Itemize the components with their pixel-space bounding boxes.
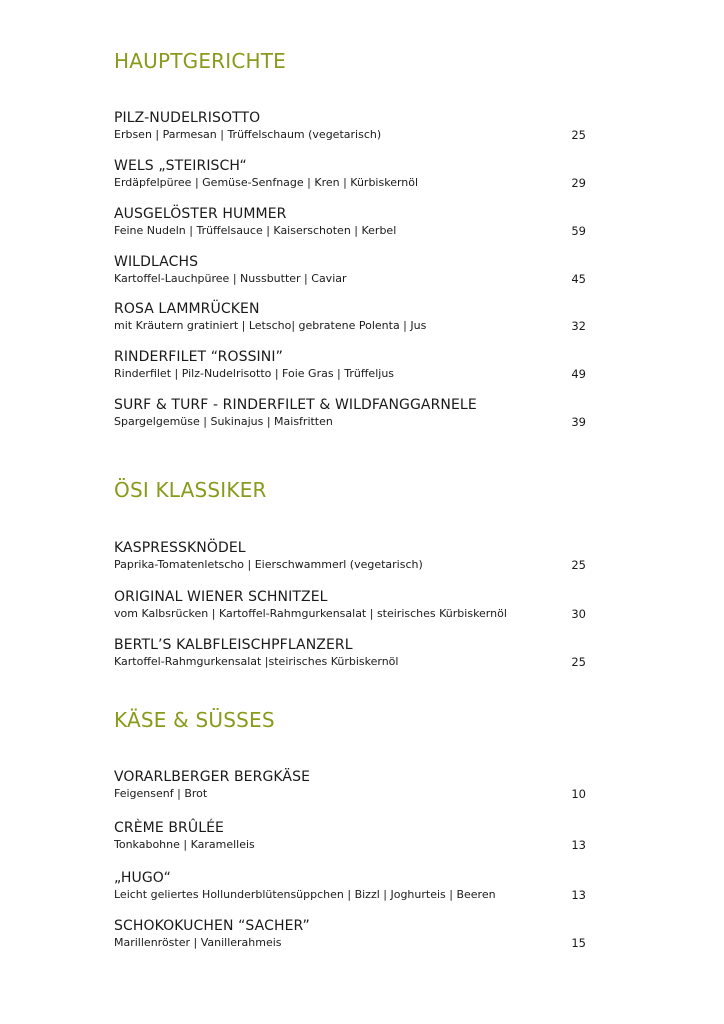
menu-item-description: Erdäpfelpüree | Gemüse-Senfnage | Kren | Kürbiskernöl: [114, 176, 419, 189]
menu-item-description: Spargelgemüse | Sukinajus | Maisfritten: [114, 415, 333, 428]
menu-item-name: SURF & TURF - RINDERFILET & WILDFANGGARNELE: [114, 397, 477, 413]
menu-item-price: 15: [571, 936, 586, 950]
menu-item-price: 39: [571, 415, 586, 429]
menu-item-description: Kartoffel-Lauchpüree | Nussbutter | Caviar: [114, 272, 347, 285]
menu-item-name: CRÈME BRÛLÉE: [114, 820, 224, 836]
menu-item: [114, 540, 586, 580]
menu-item-description: Kartoffel-Rahmgurkensalat |steirisches Kürbiskernöl: [114, 655, 399, 668]
menu-item-name: ORIGINAL WIENER SCHNITZEL: [114, 589, 328, 605]
menu-item-price: 32: [571, 319, 586, 333]
menu-item-price: 45: [571, 272, 586, 286]
menu-item-description: mit Kräutern gratiniert | Letscho| gebratene Polenta | Jus: [114, 319, 427, 332]
section-title-kaese-suesses: KÄSE & SÜSSES: [114, 708, 275, 732]
menu-item-description: Leicht geliertes Hollunderblütensüppchen | Bizzl | Joghurteis | Beeren: [114, 888, 496, 901]
menu-item: [114, 301, 586, 341]
menu-item-name: WILDLACHS: [114, 254, 199, 270]
menu-item: [114, 397, 586, 437]
menu-item: [114, 589, 586, 629]
menu-item-price: 25: [571, 128, 586, 142]
menu-item: [114, 637, 586, 677]
menu-item-name: BERTL’S KALBFLEISCHPFLANZERL: [114, 637, 353, 653]
section-title-hauptgerichte: HAUPTGERICHTE: [114, 49, 287, 73]
menu-item: [114, 206, 586, 246]
menu-item-description: Erbsen | Parmesan | Trüffelschaum (vegetarisch): [114, 128, 382, 141]
menu-item-name: „HUGO“: [114, 870, 171, 886]
menu-item-price: 59: [571, 224, 586, 238]
menu-item-description: Feigensenf | Brot: [114, 787, 208, 800]
menu-item-description: Marillenröster | Vanillerahmeis: [114, 936, 282, 949]
menu-item: [114, 918, 586, 958]
menu-item-price: 13: [571, 838, 586, 852]
menu-item: [114, 254, 586, 294]
menu-item: [114, 769, 586, 809]
menu-item-price: 13: [571, 888, 586, 902]
menu-item: [114, 158, 586, 198]
menu-item-name: VORARLBERGER BERGKÄSE: [114, 769, 311, 785]
menu-item-name: RINDERFILET “ROSSINI”: [114, 349, 283, 365]
menu-item-price: 29: [571, 176, 586, 190]
menu-item-description: Paprika-Tomatenletscho | Eierschwammerl (vegetarisch): [114, 558, 423, 571]
menu-item-price: 30: [571, 607, 586, 621]
menu-item: [114, 349, 586, 389]
menu-item-name: PILZ-NUDELRISOTTO: [114, 110, 261, 126]
menu-item-name: ROSA LAMMRÜCKEN: [114, 301, 260, 317]
menu-item-description: Tonkabohne | Karamelleis: [114, 838, 255, 851]
menu-item: [114, 110, 586, 150]
menu-item-price: 49: [571, 367, 586, 381]
menu-item-description: vom Kalbsrücken | Kartoffel-Rahmgurkensalat | steirisches Kürbiskernöl: [114, 607, 507, 620]
section-title-osi-klassiker: ÖSI KLASSIKER: [114, 478, 267, 502]
menu-item-name: KASPRESSKNÖDEL: [114, 540, 246, 556]
menu-item-name: SCHOKOKUCHEN “SACHER”: [114, 918, 310, 934]
menu-item-name: WELS „STEIRISCH“: [114, 158, 247, 174]
menu-page: [114, 0, 586, 1024]
menu-item-description: Feine Nudeln | Trüffelsauce | Kaiserschoten | Kerbel: [114, 224, 397, 237]
menu-item: [114, 870, 586, 910]
menu-item: [114, 820, 586, 860]
menu-item-price: 10: [571, 787, 586, 801]
menu-item-name: AUSGELÖSTER HUMMER: [114, 206, 287, 222]
menu-item-description: Rinderfilet | Pilz-Nudelrisotto | Foie Gras | Trüffeljus: [114, 367, 395, 380]
menu-item-price: 25: [571, 655, 586, 669]
menu-item-price: 25: [571, 558, 586, 572]
